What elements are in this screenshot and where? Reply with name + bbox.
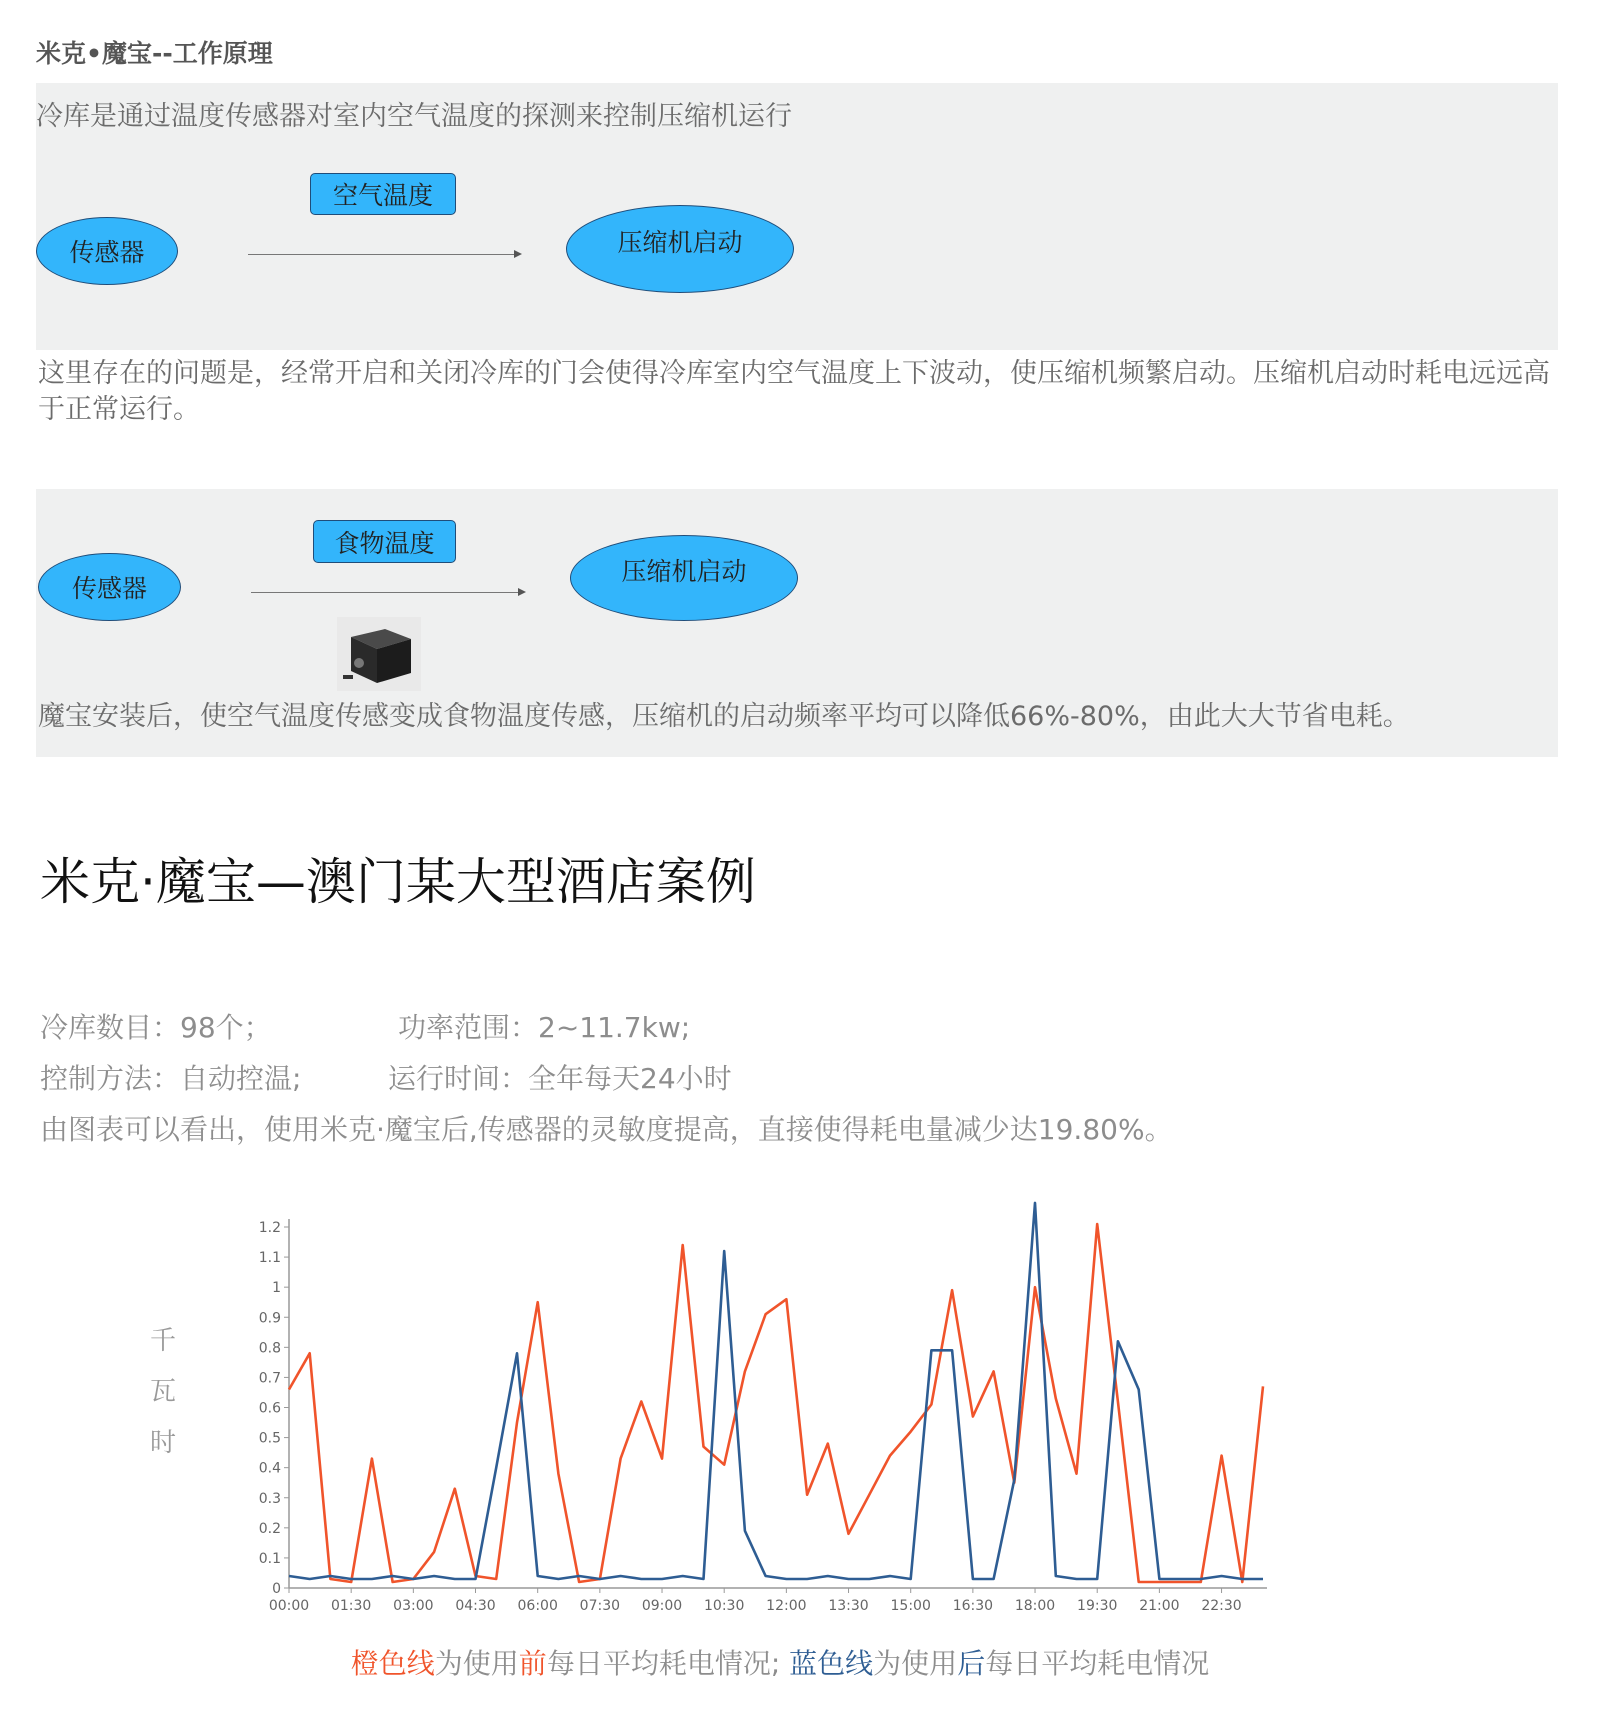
info-room-count: 冷库数目：98个；	[40, 1011, 272, 1044]
food-temp-box: 食物温度	[313, 520, 456, 563]
legend-text: 为使用	[434, 1647, 519, 1680]
info-conclusion: 由图表可以看出，使用米克·魔宝后,传感器的灵敏度提高，直接使得耗电量减少达19.80%。	[40, 1113, 1173, 1146]
x-tick-label: 10:30	[704, 1598, 745, 1614]
section-title: 米克•魔宝--工作原理	[36, 39, 273, 68]
info-control-method: 控制方法：自动控温;	[40, 1062, 302, 1095]
x-tick-label: 15:00	[890, 1598, 931, 1614]
y-tick-label: 1.1	[258, 1250, 281, 1267]
y-tick-label: 0.4	[258, 1460, 281, 1477]
y-tick-label: 0.5	[258, 1430, 281, 1447]
legend-text: 为使用	[873, 1647, 958, 1680]
y-axis-label-char: 瓦	[149, 1377, 176, 1407]
x-tick-label: 16:30	[952, 1598, 994, 1614]
y-tick-label: 0.3	[258, 1490, 281, 1507]
compressor-ellipse: 压缩机启动	[570, 535, 798, 621]
info-power-range: 功率范围：2~11.7kw;	[398, 1011, 691, 1044]
sensor-ellipse: 传感器	[38, 553, 181, 621]
y-tick-label: 0.8	[258, 1340, 281, 1357]
x-tick-label: 19:30	[1077, 1598, 1118, 1614]
legend-text: 每日平均耗电情况;	[546, 1647, 790, 1680]
intro-text: 冷库是通过温度传感器对室内空气温度的探测来控制压缩机运行	[36, 101, 792, 132]
y-axis-label-char: 千	[149, 1326, 176, 1356]
x-tick-label: 00:00	[268, 1598, 310, 1614]
result-text: 魔宝安装后，使空气温度传感变成食物温度传感，压缩机的启动频率平均可以降低66%-80%，由此大大节省电耗。	[38, 701, 1410, 732]
x-tick-label: 04:30	[455, 1598, 496, 1614]
x-tick-label: 09:00	[641, 1598, 683, 1614]
compressor-ellipse: 压缩机启动	[566, 205, 794, 293]
y-tick-label: 1.2	[258, 1220, 281, 1236]
x-tick-label: 06:00	[517, 1598, 558, 1614]
y-tick-label: 1	[272, 1280, 281, 1297]
y-tick-label: 0.1	[258, 1550, 281, 1567]
y-tick-label: 0.6	[258, 1400, 281, 1417]
case-title: 米克·魔宝—澳门某大型酒店案例	[40, 853, 756, 911]
legend-orange-label: 橙色线	[350, 1647, 435, 1680]
legend-blue-label: 蓝色线	[789, 1647, 874, 1680]
info-run-time: 运行时间：全年每天24小时	[388, 1062, 732, 1095]
legend-before: 前	[518, 1647, 547, 1680]
x-tick-label: 21:00	[1139, 1598, 1180, 1614]
chart-legend	[0, 1642, 1560, 1682]
air-temp-box: 空气温度	[310, 173, 456, 215]
y-tick-label: 0.9	[258, 1310, 281, 1327]
sensor-ellipse: 传感器	[36, 217, 178, 285]
x-tick-label: 03:00	[393, 1598, 434, 1614]
x-tick-label: 18:00	[1014, 1598, 1056, 1614]
x-tick-label: 12:00	[766, 1598, 807, 1614]
y-tick-label: 0	[272, 1581, 281, 1597]
legend-text: 每日平均耗电情况	[985, 1647, 1210, 1680]
x-tick-label: 13:30	[828, 1598, 869, 1614]
y-tick-label: 0.7	[258, 1370, 281, 1387]
y-tick-label: 0.2	[258, 1520, 281, 1537]
series-line-before	[289, 1224, 1263, 1582]
x-tick-label: 01:30	[330, 1598, 372, 1614]
problem-text: 这里存在的问题是，经常开启和关闭冷库的门会使得冷库室内空气温度上下波动，使压缩机频繁启动。压缩机启动时耗电远远高于正常运行。	[38, 358, 1550, 425]
x-tick-label: 07:30	[579, 1598, 621, 1614]
legend-after: 后	[957, 1647, 986, 1680]
y-axis-label-char: 时	[149, 1428, 176, 1458]
x-tick-label: 22:30	[1201, 1598, 1242, 1614]
